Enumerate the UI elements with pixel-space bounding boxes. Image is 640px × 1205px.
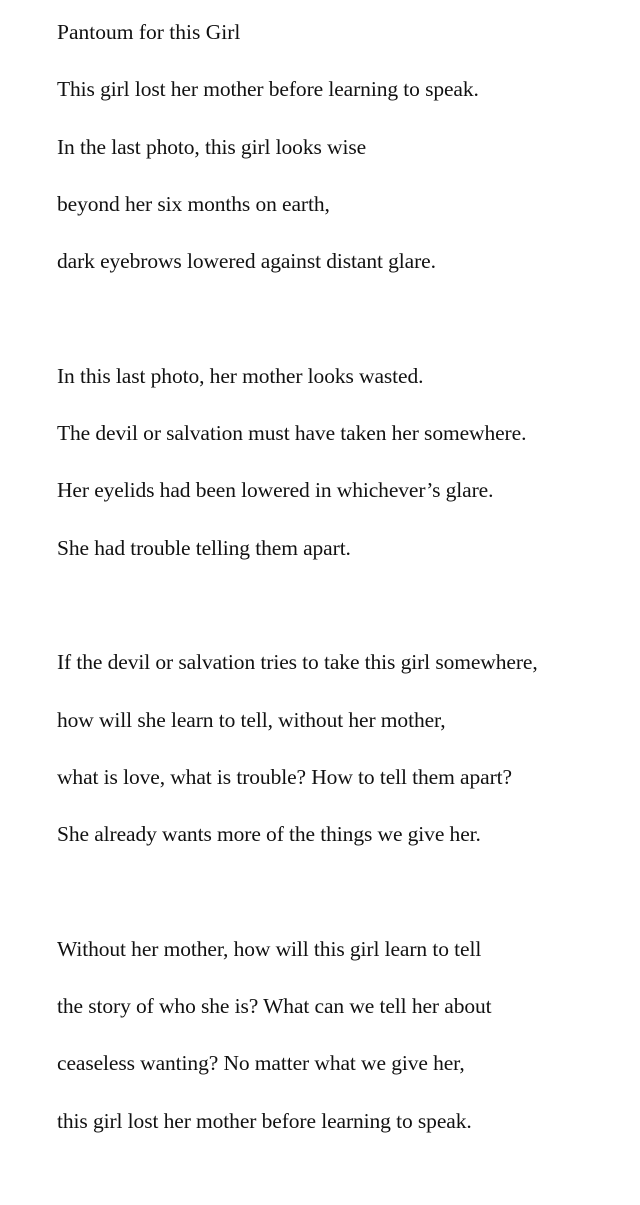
poem-page bbox=[57, 18, 640, 1164]
poem-line: She already wants more of the things we give her. bbox=[57, 822, 481, 847]
poem-line: dark eyebrows lowered against distant glare. bbox=[57, 249, 436, 274]
poem-line: The devil or salvation must have taken her somewhere. bbox=[57, 421, 527, 446]
poem-line: the story of who she is? What can we tell her about bbox=[57, 994, 492, 1019]
poem-line: If the devil or salvation tries to take this girl somewhere, bbox=[57, 650, 538, 675]
stanza-1 bbox=[57, 75, 640, 275]
poem-line: This girl lost her mother before learning to speak. bbox=[57, 77, 479, 102]
stanza-4 bbox=[57, 935, 640, 1135]
poem-line: Without her mother, how will this girl learn to tell bbox=[57, 936, 482, 961]
stanza-break bbox=[57, 591, 640, 648]
poem-line: ceaseless wanting? No matter what we give her, bbox=[57, 1051, 465, 1076]
poem-line: beyond her six months on earth, bbox=[57, 191, 330, 216]
poem-title: Pantoum for this Girl bbox=[57, 20, 241, 44]
stanza-break bbox=[57, 877, 640, 934]
poem-line: this girl lost her mother before learning to speak. bbox=[57, 1108, 472, 1133]
poem-line: what is love, what is trouble? How to tell them apart? bbox=[57, 764, 512, 789]
stanza-3 bbox=[57, 648, 640, 848]
stanza-break bbox=[57, 304, 640, 361]
poem-line: In the last photo, this girl looks wise bbox=[57, 134, 367, 159]
poem-line: She had trouble telling them apart. bbox=[57, 535, 351, 560]
poem-line: Her eyelids had been lowered in whichever’s glare. bbox=[57, 478, 494, 503]
stanza-2 bbox=[57, 362, 640, 562]
poem-line: In this last photo, her mother looks wasted. bbox=[57, 363, 424, 388]
poem-line: how will she learn to tell, without her mother, bbox=[57, 707, 446, 732]
